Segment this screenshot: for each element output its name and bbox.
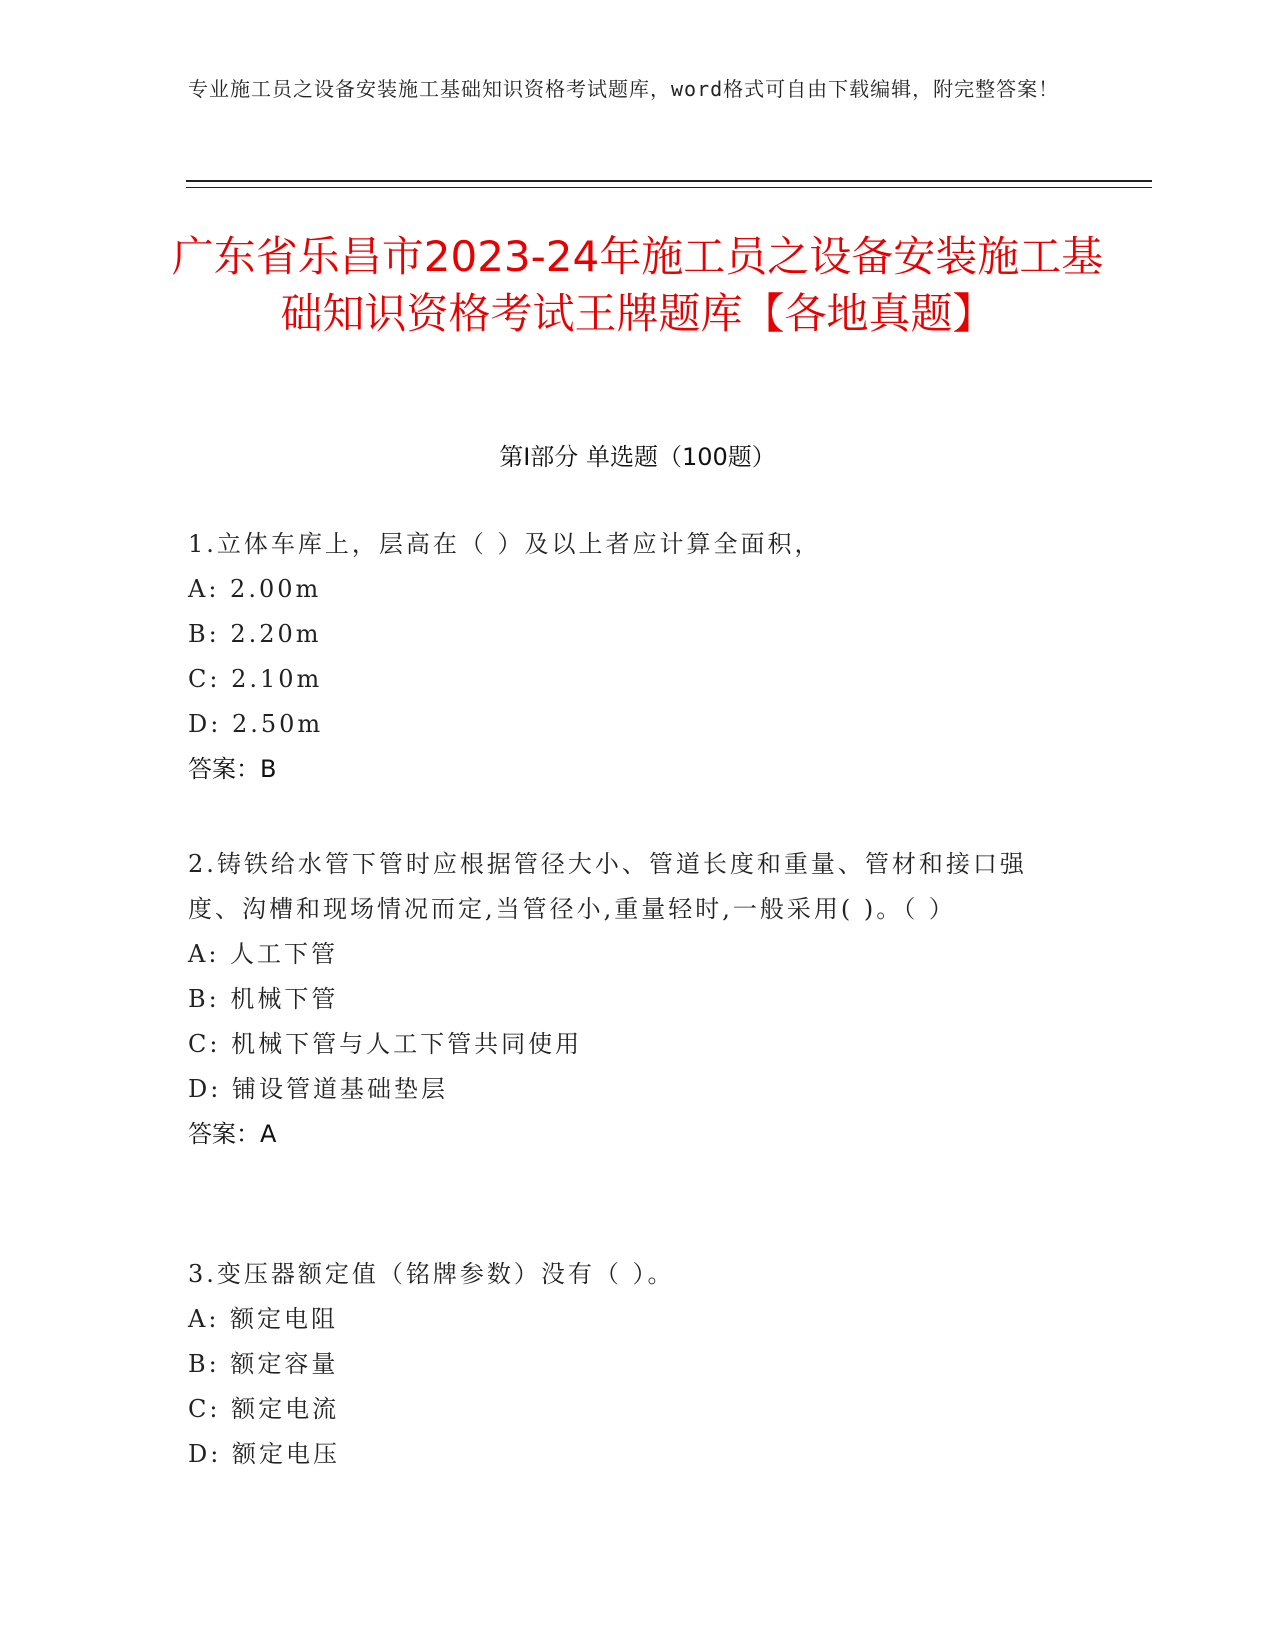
answer: 答案：B (188, 755, 277, 783)
question-stem: 1.立体车库上，层高在（ ）及以上者应计算全面积， (188, 530, 822, 558)
option-d: D: 2.50m (188, 710, 324, 738)
header-note: 专业施工员之设备安装施工基础知识资格考试题库，word格式可自由下载编辑，附完整答案！ (188, 77, 1060, 101)
question-3 (188, 1252, 1068, 1477)
question-1 (188, 522, 1068, 792)
option-b: B: 机械下管 (188, 985, 339, 1013)
header-divider-thin (186, 187, 1152, 188)
option-d: D: 额定电压 (188, 1440, 340, 1468)
answer: 答案：A (188, 1120, 277, 1148)
option-c: C: 机械下管与人工下管共同使用 (188, 1030, 583, 1058)
option-b: B: 2.20m (188, 620, 322, 648)
header-divider-thick (186, 180, 1152, 182)
option-c: C: 额定电流 (188, 1395, 340, 1423)
option-a: A: 额定电阻 (188, 1305, 339, 1333)
section-heading: 第Ⅰ部分 单选题（100题） (499, 443, 776, 471)
question-2 (188, 842, 1068, 1157)
option-a: A: 2.00m (188, 575, 322, 603)
option-d: D: 铺设管道基础垫层 (188, 1075, 448, 1103)
option-b: B: 额定容量 (188, 1350, 339, 1378)
option-c: C: 2.10m (188, 665, 323, 693)
option-a: A: 人工下管 (188, 940, 339, 968)
document-title: 广东省乐昌市2023-24年施工员之设备安装施工基础知识资格考试王牌题库【各地真题】 (171, 232, 1104, 338)
question-stem: 3.变压器额定值（铭牌参数）没有（ ）。 (188, 1260, 675, 1288)
question-stem: 2.铸铁给水管下管时应根据管径大小、管道长度和重量、管材和接口强度、沟槽和现场情况而定,当管径小,重量轻时,一般采用( )。（ ） (188, 850, 1027, 923)
